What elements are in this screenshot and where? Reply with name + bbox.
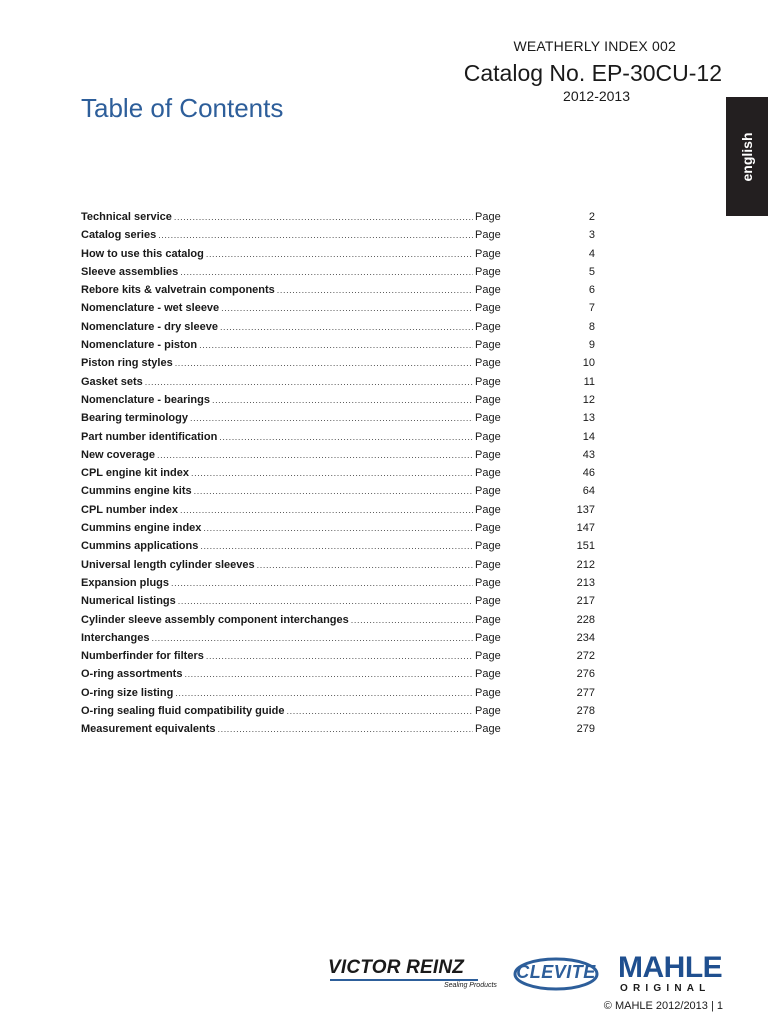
toc-leader-dots xyxy=(191,464,473,482)
toc-leader-dots xyxy=(199,336,473,354)
toc-leader-dots xyxy=(351,611,473,629)
toc-page-number: 213 xyxy=(576,576,595,589)
toc-leader-dots xyxy=(178,592,473,610)
toc-entry[interactable] xyxy=(81,373,595,391)
toc-page-label: Page xyxy=(475,613,501,626)
toc-entry[interactable] xyxy=(81,501,595,519)
toc-entry[interactable] xyxy=(81,537,595,555)
toc-page-label: Page xyxy=(475,558,501,571)
toc-entry-title: Nomenclature - bearings xyxy=(81,393,210,406)
toc-leader-dots xyxy=(180,501,473,519)
toc-leader-dots xyxy=(194,482,473,500)
toc-leader-dots xyxy=(206,647,473,665)
toc-page-label: Page xyxy=(475,265,501,278)
toc-entry[interactable] xyxy=(81,281,595,299)
toc-page-number: 276 xyxy=(576,668,595,681)
toc-entry[interactable] xyxy=(81,354,595,372)
toc-entry-title: Nomenclature - dry sleeve xyxy=(81,320,218,333)
toc-entry-title: Cylinder sleeve assembly component interchanges xyxy=(81,613,349,626)
toc-entry-title: Nomenclature - wet sleeve xyxy=(81,302,220,315)
toc-entry-title: O-ring size listing xyxy=(81,686,174,699)
toc-leader-dots xyxy=(203,519,473,537)
toc-leader-dots xyxy=(218,720,474,738)
language-tab-label: english xyxy=(739,131,755,182)
toc-entry[interactable] xyxy=(81,428,595,446)
toc-entry-title: Cummins engine index xyxy=(81,522,202,535)
toc-page-label: Page xyxy=(475,412,501,425)
header-catalog-number: Catalog No. EP-30CU-12 xyxy=(463,60,722,86)
toc-entry[interactable] xyxy=(81,574,595,592)
toc-page-number: 4 xyxy=(588,247,595,260)
toc-page-number: 2 xyxy=(588,211,595,223)
victor-reinz-underline xyxy=(330,979,478,981)
toc-leader-dots xyxy=(175,684,473,702)
toc-entry-title: Technical service xyxy=(81,211,172,223)
toc-entry[interactable] xyxy=(81,519,595,537)
toc-page-number: 10 xyxy=(582,357,595,370)
toc-page-number: 228 xyxy=(576,613,595,626)
toc-entry[interactable] xyxy=(81,208,595,226)
toc-page-number: 46 xyxy=(582,467,595,480)
toc-entry[interactable] xyxy=(81,629,595,647)
toc-page-number: 277 xyxy=(576,686,595,699)
brand-logos xyxy=(328,953,733,999)
toc-page-label: Page xyxy=(475,668,501,681)
toc-page-number: 11 xyxy=(583,375,595,388)
toc-page-label: Page xyxy=(475,393,501,406)
toc-leader-dots xyxy=(174,208,473,226)
toc-leader-dots xyxy=(257,556,473,574)
toc-entry[interactable] xyxy=(81,647,595,665)
toc-entry[interactable] xyxy=(81,592,595,610)
clevite-logo xyxy=(513,956,599,992)
toc-page-label: Page xyxy=(475,503,501,516)
toc-leader-dots xyxy=(145,373,473,391)
clevite-wordmark: CLEVITE xyxy=(516,962,596,982)
toc-page-label: Page xyxy=(475,522,501,535)
toc-page-number: 14 xyxy=(582,430,595,443)
mahle-original-label: ORIGINAL xyxy=(620,983,711,994)
toc-page-number: 5 xyxy=(588,265,595,278)
toc-leader-dots xyxy=(200,537,473,555)
toc-entry-title: Piston ring styles xyxy=(81,357,173,370)
toc-entry[interactable] xyxy=(81,263,595,281)
toc-page-label: Page xyxy=(475,540,501,553)
toc-leader-dots xyxy=(219,428,473,446)
toc-page-label: Page xyxy=(475,357,501,370)
victor-reinz-tagline: Sealing Products xyxy=(444,982,497,989)
toc-page-label: Page xyxy=(475,650,501,663)
toc-page-number: 212 xyxy=(576,558,595,571)
toc-page-label: Page xyxy=(475,284,501,297)
toc-page-label: Page xyxy=(475,467,501,480)
toc-entry[interactable] xyxy=(81,702,595,720)
toc-page-number: 13 xyxy=(582,412,595,425)
toc-leader-dots xyxy=(171,574,473,592)
toc-page-label: Page xyxy=(475,229,501,242)
toc-entry-title: Numberfinder for filters xyxy=(81,650,204,663)
toc-entry[interactable] xyxy=(81,556,595,574)
toc-page-label: Page xyxy=(475,595,501,608)
toc-entry[interactable] xyxy=(81,464,595,482)
toc-entry-title: Catalog series xyxy=(81,229,157,242)
toc-leader-dots xyxy=(151,629,473,647)
toc-page-label: Page xyxy=(475,375,501,388)
toc-entry-title: Rebore kits & valvetrain components xyxy=(81,284,275,297)
toc-entry-title: Measurement equivalents xyxy=(81,723,216,736)
toc-leader-dots xyxy=(212,391,473,409)
toc-page-number: 151 xyxy=(576,540,595,553)
toc-page-label: Page xyxy=(475,320,501,333)
toc-entry-title: Sleeve assemblies xyxy=(81,265,179,278)
toc-page-number: 234 xyxy=(576,631,595,644)
toc-page-number: 3 xyxy=(588,229,595,242)
toc-page-number: 217 xyxy=(576,595,595,608)
toc-entry-title: How to use this catalog xyxy=(81,247,204,260)
toc-leader-dots xyxy=(221,299,473,317)
toc-page-label: Page xyxy=(475,339,501,352)
toc-page-label: Page xyxy=(475,430,501,443)
toc-page-number: 137 xyxy=(576,503,595,516)
toc-page-label: Page xyxy=(475,448,501,461)
toc-entry[interactable] xyxy=(81,611,595,629)
toc-entry-title: Cummins applications xyxy=(81,540,199,553)
toc-entry-title: CPL engine kit index xyxy=(81,467,189,480)
toc-page-number: 12 xyxy=(582,393,595,406)
toc-entry-title: Bearing terminology xyxy=(81,412,188,425)
toc-entry[interactable] xyxy=(81,446,595,464)
toc-page-number: 8 xyxy=(588,320,595,333)
toc-entry[interactable] xyxy=(81,245,595,263)
toc-page-number: 64 xyxy=(582,485,595,498)
toc-leader-dots xyxy=(220,318,473,336)
page-title: Table of Contents xyxy=(81,93,284,123)
toc-entry-title: O-ring assortments xyxy=(81,668,183,681)
toc-leader-dots xyxy=(175,354,473,372)
toc-page-label: Page xyxy=(475,302,501,315)
toc-page-label: Page xyxy=(475,631,501,644)
toc-leader-dots xyxy=(180,263,473,281)
toc-entry-title: Cummins engine kits xyxy=(81,485,192,498)
toc-page-number: 6 xyxy=(588,284,595,297)
toc-entry[interactable] xyxy=(81,482,595,500)
toc-page-number: 9 xyxy=(588,339,595,352)
header-index: WEATHERLY INDEX 002 xyxy=(513,38,676,54)
toc-page-number: 272 xyxy=(576,650,595,663)
toc-page-label: Page xyxy=(475,211,501,223)
toc-entry-title: Part number identification xyxy=(81,430,218,443)
toc-entry[interactable] xyxy=(81,226,595,244)
toc-entry[interactable] xyxy=(81,720,595,738)
toc-entry[interactable] xyxy=(81,684,595,702)
toc-leader-dots xyxy=(190,409,473,427)
toc-page-label: Page xyxy=(475,247,501,260)
toc-page-number: 278 xyxy=(576,705,595,718)
toc-entry-title: Expansion plugs xyxy=(81,576,170,589)
toc-leader-dots xyxy=(206,245,473,263)
toc-entry[interactable] xyxy=(81,665,595,683)
toc-entry-title: O-ring sealing fluid compatibility guide xyxy=(81,705,285,718)
toc-page-label: Page xyxy=(475,705,501,718)
victor-reinz-wordmark: VICTOR REINZ xyxy=(328,957,465,978)
toc-entry[interactable] xyxy=(81,299,595,317)
toc-entry-title: Nomenclature - piston xyxy=(81,339,198,352)
toc-page-number: 43 xyxy=(582,448,595,461)
toc-page-label: Page xyxy=(475,485,501,498)
toc-leader-dots xyxy=(158,226,473,244)
toc-leader-dots xyxy=(157,446,473,464)
toc-entry-title: New coverage xyxy=(81,448,155,461)
toc-entry-title: Numerical listings xyxy=(81,595,176,608)
toc-entry[interactable] xyxy=(81,409,595,427)
mahle-wordmark: MAHLE xyxy=(618,951,723,984)
toc-entry[interactable] xyxy=(81,336,595,354)
toc-entry-title: Gasket sets xyxy=(81,375,143,388)
toc-leader-dots xyxy=(287,702,473,720)
toc-entry[interactable] xyxy=(81,391,595,409)
page-footer: © MAHLE 2012/2013 | 1 xyxy=(603,1000,723,1012)
toc-page-number: 7 xyxy=(588,302,595,315)
header-years: 2012-2013 xyxy=(563,88,630,104)
toc-page-label: Page xyxy=(475,686,501,699)
toc-leader-dots xyxy=(184,665,473,683)
toc-entry-title: Interchanges xyxy=(81,631,150,644)
language-tab xyxy=(726,97,768,216)
toc-leader-dots xyxy=(277,281,473,299)
toc-entry-title: CPL number index xyxy=(81,503,178,516)
toc-page-label: Page xyxy=(475,576,501,589)
toc-entry-title: Universal length cylinder sleeves xyxy=(81,558,255,571)
toc-page-number: 279 xyxy=(576,723,595,736)
toc-page-number: 147 xyxy=(576,522,595,535)
table-of-contents xyxy=(81,208,595,739)
toc-entry[interactable] xyxy=(81,318,595,336)
toc-page-label: Page xyxy=(475,723,501,736)
